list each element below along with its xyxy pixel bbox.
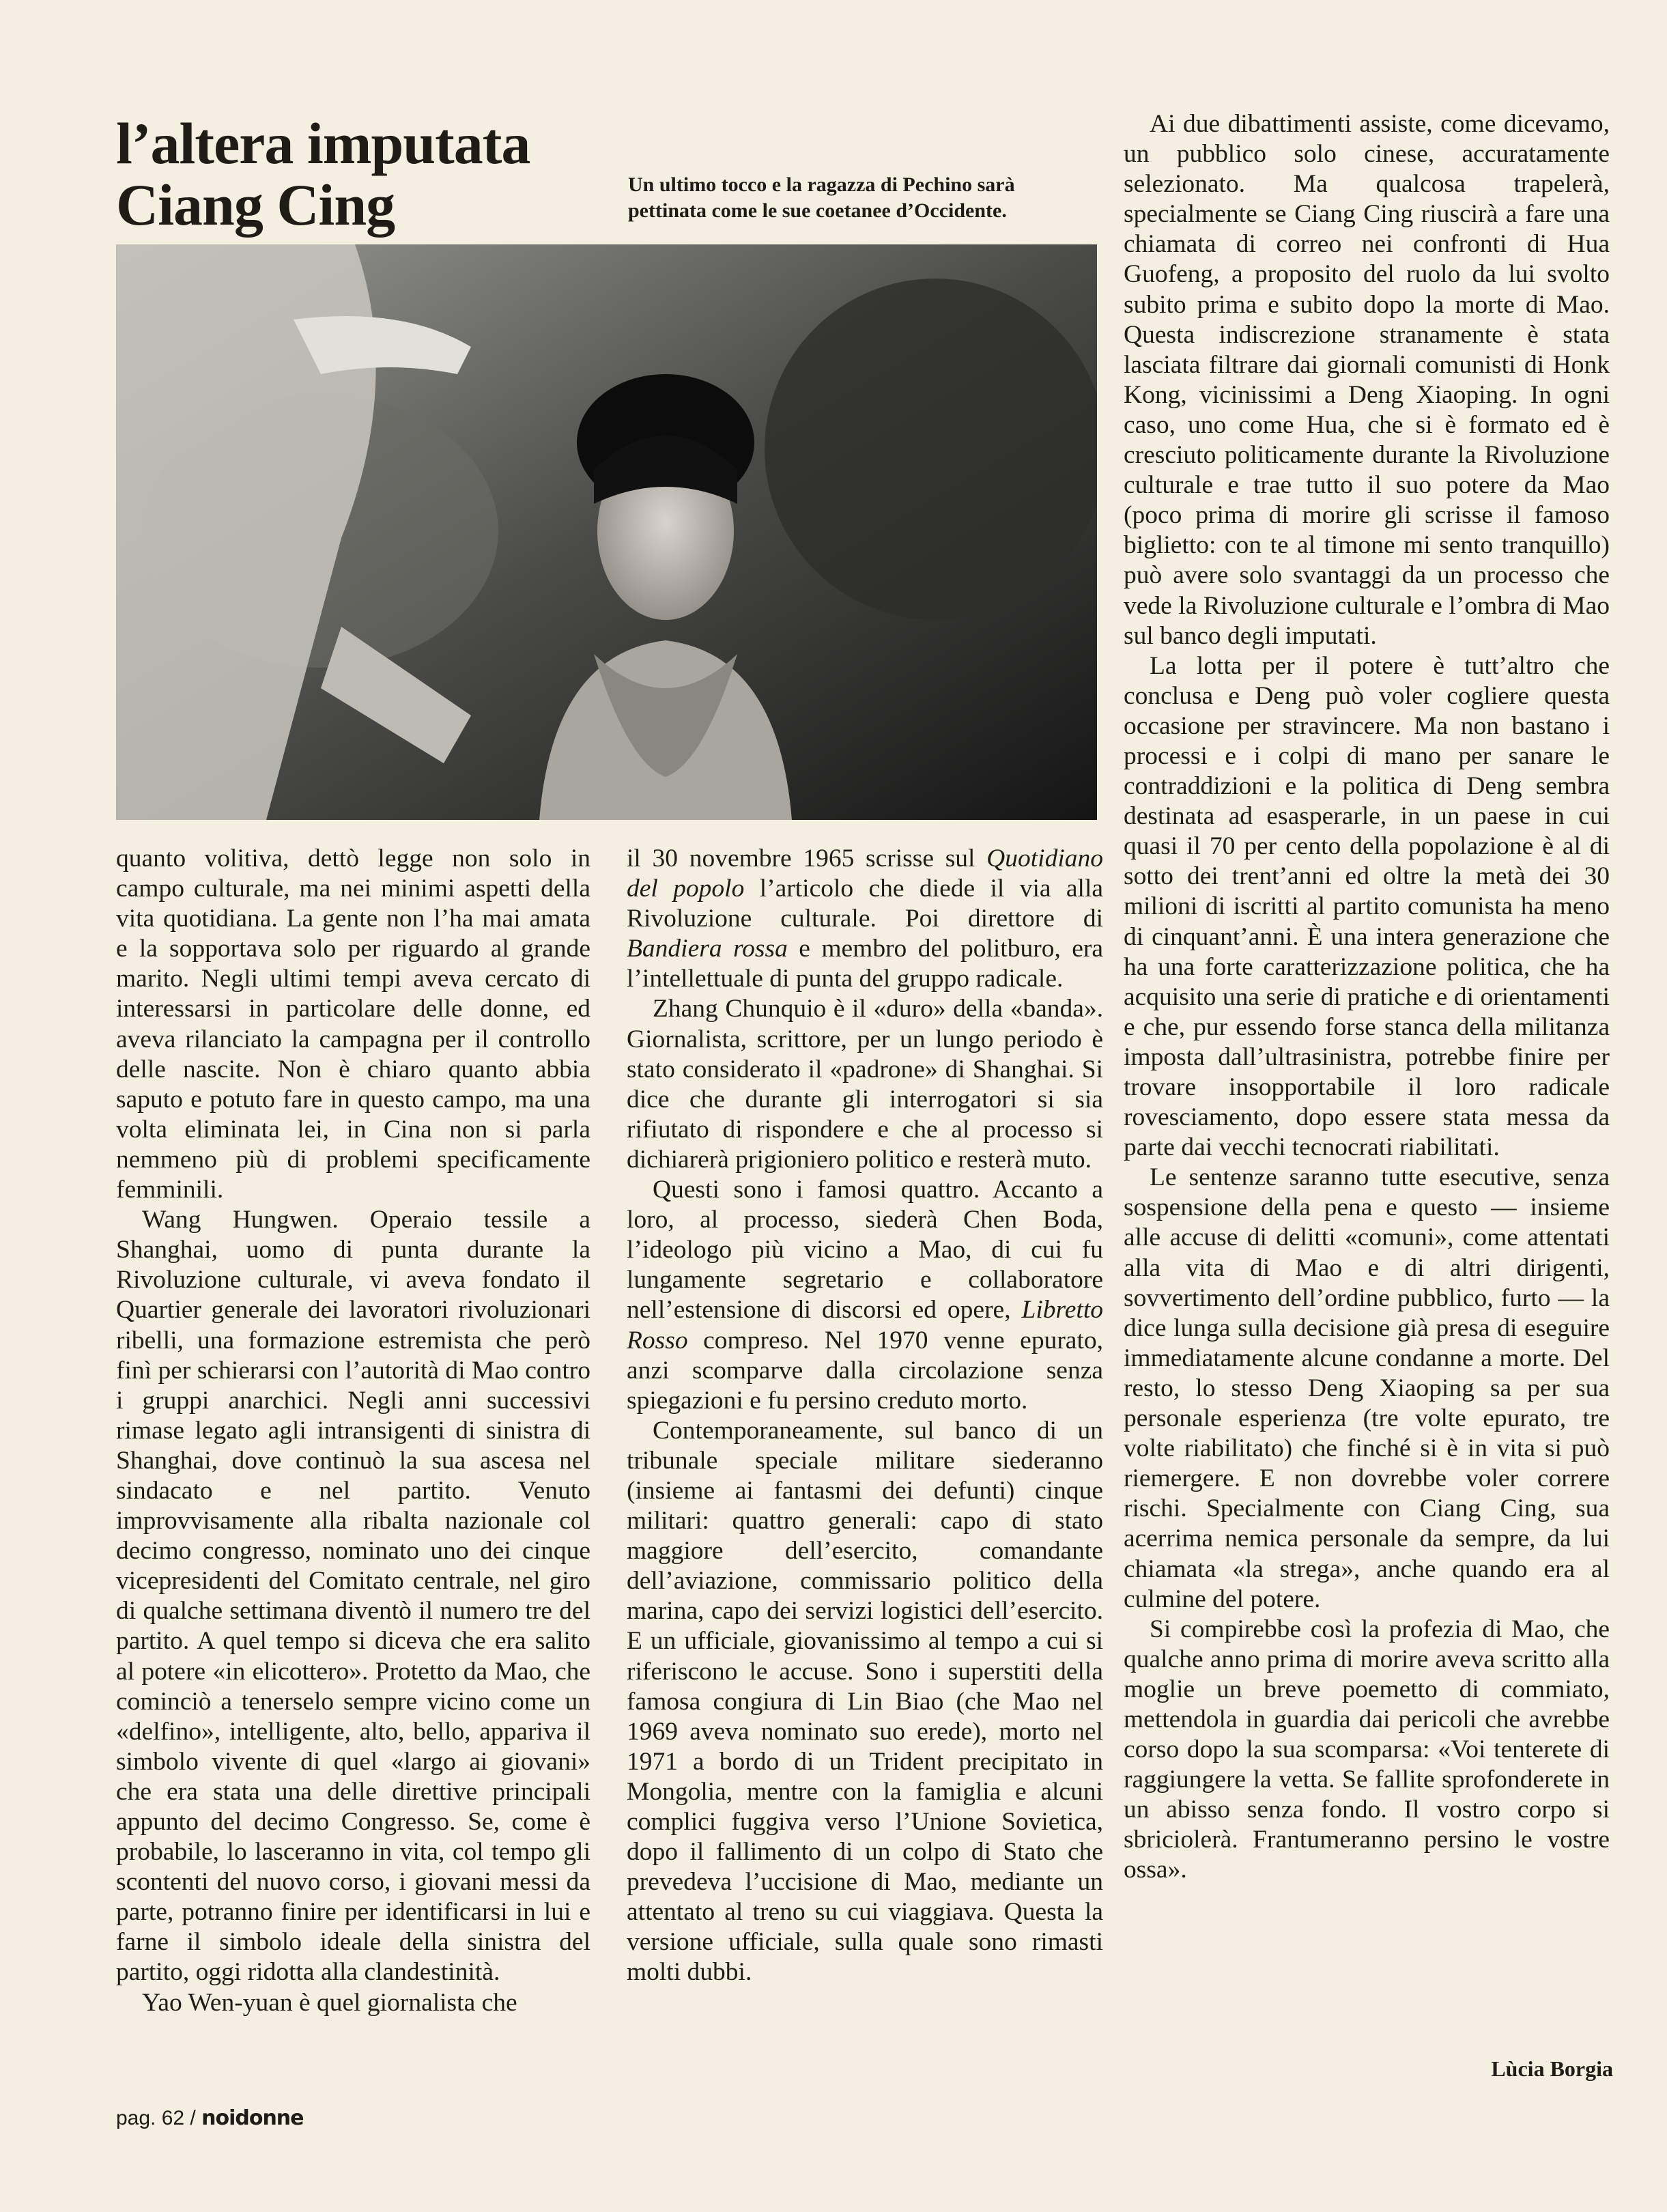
paragraph: Wang Hungwen. Operaio tessile a Shanghai, uomo di punta durante la Rivoluzione culturale, vi aveva fondato il Quartier generale dei lavoratori rivoluzionari ribelli, una formazione estremista che però finì per schierarsi con l’autorità di Mao contro i gruppi anarchici. Negli anni successivi rimase legato agli intransigenti di sinistra di Shanghai, dove continuò la sua ascesa nel sindacato e nel partito. Venuto improvvisamente alla ribalta nazionale col decimo congresso, nominato uno dei cinque vicepresidenti del Comitato centrale, nel giro di qualche settimana diventò il numero tre del partito. A quel tempo si diceva che era salito al potere «in elicottero». Protetto da Mao, che cominciò a tenerselo sempre vicino come un «delfino», intelligente, alto, bello, appariva il simbolo vivente di quel «largo ai giovani» che era stata una delle direttive principali appunto del decimo Congresso. Se, come è probabile, lo lasceranno in vita, col tempo gli scontenti del nuovo corso, i giovani messi da parte, potranno finire per identificarsi in lui e farne il simbolo ideale della sinistra del partito, oggi ridotta alla clandestinità.	[116, 1206, 590, 1987]
paragraph	[627, 1175, 1103, 1416]
italic-title: Libretto Rosso	[627, 1296, 1103, 1355]
text-column-2	[627, 844, 1103, 1988]
paragraph	[627, 844, 1103, 994]
text-run: compreso. Nel 1970 venne epurato, anzi scomparve dalla circolazione senza spiegazioni e fu persino creduto morto.	[627, 1326, 1103, 1415]
title-line-1: l’altera imputata	[116, 111, 530, 176]
author-signature: Lùcia Borgia	[1491, 2056, 1613, 2081]
paragraph: Yao Wen-yuan è quel giornalista che	[142, 1988, 517, 2017]
text-run: e membro del politburo, era l’intellettuale di punta del gruppo radicale.	[627, 935, 1104, 993]
paragraph: Zhang Chunquio è il «duro» della «banda». Giornalista, scrittore, per un lungo periodo è stato considerato il «padrone» di Shanghai. Si dice che durante gli interrogatori si sia rifiutato di rispondere e che al processo si dichiarerà prigioniero politico e resterà muto.	[627, 995, 1103, 1174]
text-run: il 30 novembre 1965 scrisse sul	[627, 845, 987, 873]
paragraph: Ai due dibattimenti assiste, come dicevamo, un pubblico solo cinese, accuratamente selezionato. Ma qualcosa trapelerà, specialmente se Ciang Cing riuscirà a fare una chiamata di correo nei confronti di Hua Guofeng, a proposito del ruolo da lui svolto subito prima e subito dopo la morte di Mao. Questa indiscrezione stranamente è stata lasciata filtrare dai giornali comunisti di Honk Kong, vicinissimi a Deng Xiaoping. In ogni caso, uno come Hua, che si è formato ed è cresciuto politicamente durante la Rivoluzione culturale e trae tutto il suo potere da Mao (poco prima di morire gli scrisse il famoso biglietto: con te al timone mi sento tranquillo) può avere solo svantaggi da un processo che vede la Rivoluzione culturale e l’ombra di Mao sul banco degli imputati.	[1124, 110, 1610, 650]
photo-illustration	[116, 244, 1097, 820]
title-line-2: Ciang Cing	[116, 172, 395, 238]
italic-title: Bandiera rossa	[627, 935, 788, 963]
photo-caption: Un ultimo tocco e la ragazza di Pechino sarà pettinata come le sue coetanee d’Occidente.	[628, 173, 1015, 222]
text-run: Questi sono i famosi quattro. Accanto a loro, al processo, siederà Chen Boda, l’ideologo più vicino a Mao, di cui fu lungamente segretario e collaboratore nell’estensione di discorsi ed opere,	[627, 1176, 1103, 1324]
paragraph: Contemporaneamente, sul banco di un tribunale speciale militare siederanno (insieme ai fantasmi dei defunti) cinque militari: quattro generali: capo di stato maggiore dell’esercito, comandante dell’aviazione, commissario politico della marina, capo dei servizi logistici dell’esercito. E un ufficiale, giovanissimo al tempo a cui si riferiscono le accuse. Sono i superstiti della famosa congiura di Lin Biao (che Mao nel 1969 aveva nominato suo erede), morto nel 1971 a bordo di un Trident precipitato in Mongolia, mentre con la famiglia e alcuni complici fuggiva verso l’Unione Sovietica, dopo il fallimento di un colpo di Stato che prevedeva l’uccisione di Mao, mediante un attentato al treno su cui viaggiava. Questa la versione ufficiale, sulla quale sono rimasti molti dubbi.	[627, 1416, 1103, 1987]
text-run: l’articolo che diede il via alla Rivoluzione culturale. Poi direttore di	[627, 875, 1104, 933]
article-title	[116, 113, 594, 236]
page-footer	[116, 2106, 304, 2130]
paragraph: Si compirebbe così la profezia di Mao, che qualche anno prima di morire aveva scritto alla moglie un breve poemetto di commiato, mettendola in guardia dai pericoli che avrebbe corso dopo la sua scomparsa: «Voi tenterete di raggiungere la vetta. Se fallite sprofonderete in un abisso senza fondo. Il vostro corpo si sbriciolerà. Frantumeranno persino le vostre ossa».	[1124, 1615, 1610, 1884]
paragraph: La lotta per il potere è tutt’altro che conclusa e Deng può voler cogliere questa occasione per stravincere. Ma non bastano i processi e i colpi di mano per sanare le contraddizioni e la politica di Deng sembra destinata ad esasperarle, in un paese in cui quasi il 70 per cento della popolazione è al di sotto dei trent’anni ed oltre la metà dei 30 milioni di iscritti al partito comunista ha meno di cinquant’anni. È una intera generazione che ha una forte caratterizzazione politica, che ha acquisito una serie di pratiche e di orientamenti e che, pur essendo forse stanca della militanza imposta dall’ultrasinistra, potrebbe finire per trovare insopportabile il loro radicale rovesciamento, dopo essere stata messa da parte dai vecchi tecnocrati riabilitati.	[1124, 651, 1610, 1162]
text-column-3	[1124, 109, 1610, 1886]
italic-title: Quotidiano del popolo	[627, 845, 1103, 903]
text-column-1	[116, 844, 590, 2018]
paragraph: quanto volitiva, dettò legge non solo in campo culturale, ma nei minimi aspetti della vita quotidiana. La gente non l’ha mai amata e la sopportava solo per riguardo al grande marito. Negli ultimi tempi aveva cercato di interessarsi in particolare delle donne, ed aveva rilanciato la campagna per il controllo delle nascite. Non è chiaro quanto abbia saputo e potuto fare in questo campo, ma una volta eliminata lei, in Cina non si parla nemmeno più di problemi specificamente femminili.	[116, 845, 590, 1204]
magazine-name: noidonne	[201, 2106, 304, 2130]
paragraph: Le sentenze saranno tutte esecutive, senza sospensione della pena e questo — insieme alle accuse di delitti «comuni», come attentati alla vita di Mao e di altri dirigenti, sovvertimento dell’ordine pubblico, furto — la dice lunga sulla decisione già presa di eseguire immediatamente alcune condanne a morte. Del resto, lo stesso Deng Xiaoping sa per sua personale esperienza (tre volte epurato, tre volte riabilitato) che finché si è in vita si può riemergere. E non dovrebbe voler correre rischi. Specialmente con Ciang Cing, sua acerrima nemica personale da sempre, da lui chiamata «la strega», anche quando era al culmine del potere.	[1124, 1163, 1610, 1613]
article-photo	[116, 244, 1097, 820]
page-number: pag. 62 /	[116, 2107, 196, 2129]
